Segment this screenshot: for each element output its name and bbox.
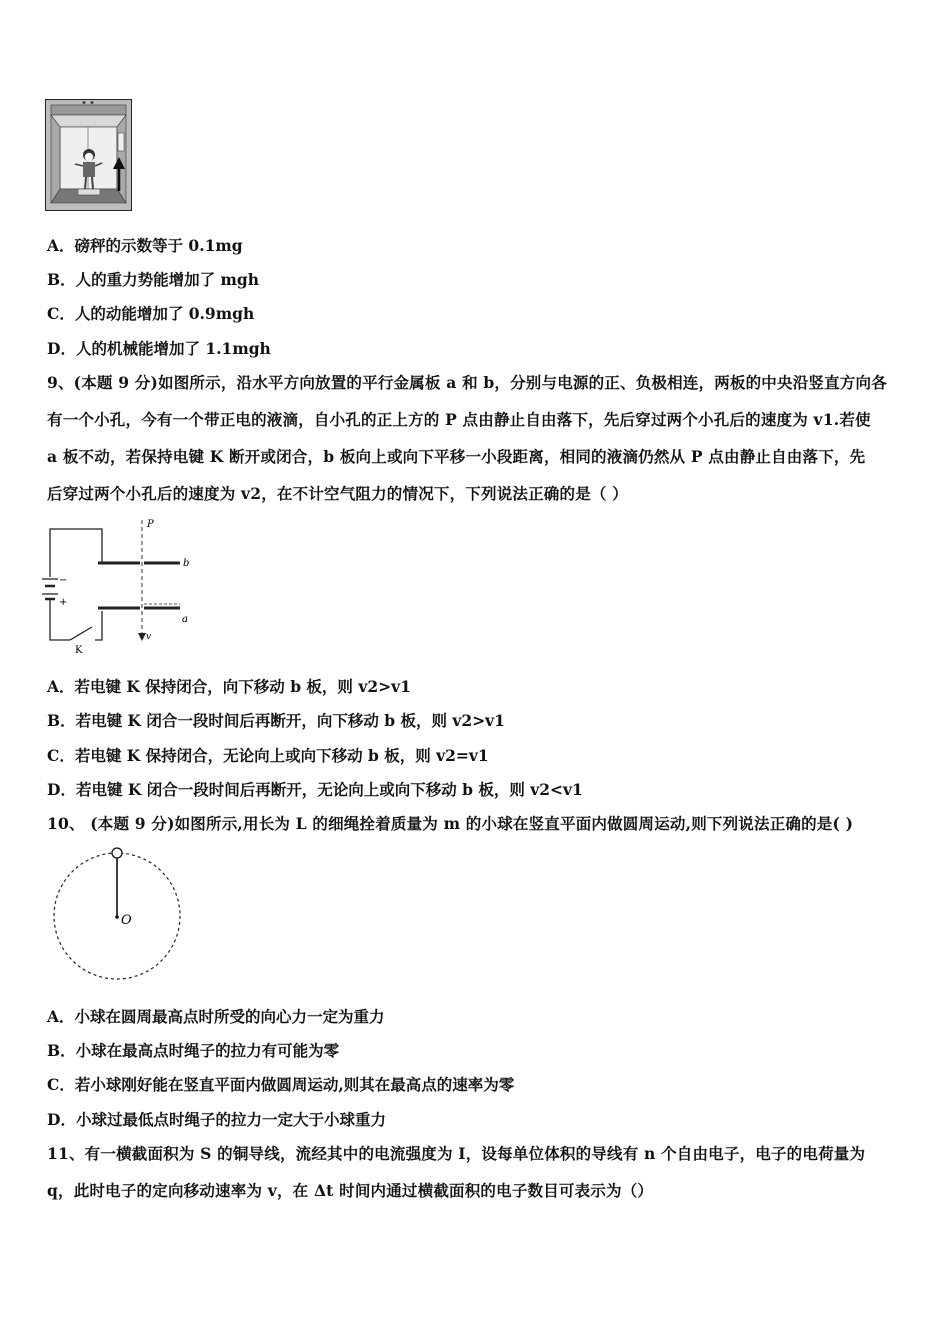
q8-option-c: C．人的动能增加了 0.9mgh: [47, 304, 255, 323]
q10-option-b: B．小球在最高点时绳子的拉力有可能为零: [47, 1041, 340, 1060]
figure-label-b: b: [183, 558, 190, 569]
q9-stem-line-2: 有一个小孔，今有一个带正电的液滴，自小孔的正上方的 P 点由静止自由落下，先后穿过两个小孔后的速度为 v1.若使: [47, 410, 871, 429]
figure-label-v: v: [146, 632, 152, 642]
q9-option-a: A．若电键 K 保持闭合，向下移动 b 板，则 v2>v1: [47, 677, 411, 696]
q10-stem: 10、 (本题 9 分)如图所示,用长为 L 的细绳拴着质量为 m 的小球在竖直平面内做圆周运动,则下列说法正确的是( ): [47, 814, 854, 833]
figure-label-minus: −: [59, 575, 68, 586]
figure-label-plus: +: [59, 597, 68, 608]
q9-stem-line-1: 9、(本题 9 分)如图所示，沿水平方向放置的平行金属板 a 和 b，分别与电源的正、负极相连，两板的中央沿竖直方向各: [47, 373, 887, 392]
figure-label-o: O: [121, 913, 132, 928]
q9-option-c: C．若电键 K 保持闭合，无论向上或向下移动 b 板，则 v2=v1: [47, 746, 489, 765]
capacitor-circuit-figure: [40, 515, 200, 659]
q11-stem-line-2: q，此时电子的定向移动速率为 v，在 Δt 时间内通过横截面积的电子数目可表示为（）: [47, 1181, 654, 1200]
q8-option-b: B．人的重力势能增加了 mgh: [47, 270, 260, 289]
q9-stem-line-4: 后穿过两个小孔后的速度为 v2，在不计空气阻力的情况下，下列说法正确的是（ ）: [47, 484, 628, 503]
q9-stem-line-3: a 板不动，若保持电键 K 断开或闭合，b 板向上或向下平移一小段距离，相同的液滴仍然从 P 点由静止自由落下，先: [47, 447, 866, 466]
circular-motion-figure: [50, 846, 185, 988]
q10-option-c: C．若小球刚好能在竖直平面内做圆周运动,则其在最高点的速率为零: [47, 1075, 515, 1094]
q10-option-a: A．小球在圆周最高点时所受的向心力一定为重力: [47, 1007, 385, 1026]
figure-label-p: P: [147, 519, 154, 530]
elevator-figure: [45, 99, 132, 215]
q11-stem-line-1: 11、有一横截面积为 S 的铜导线，流经其中的电流强度为 I，设每单位体积的导线有 n 个自由电子，电子的电荷量为: [47, 1144, 866, 1163]
figure-label-k: K: [75, 645, 83, 655]
q9-option-b: B．若电键 K 闭合一段时间后再断开，向下移动 b 板，则 v2>v1: [47, 711, 505, 730]
q8-option-a: A．磅秤的示数等于 0.1mg: [47, 236, 243, 255]
q8-option-d: D．人的机械能增加了 1.1mgh: [47, 339, 271, 358]
q10-option-d: D．小球过最低点时绳子的拉力一定大于小球重力: [47, 1110, 386, 1129]
figure-label-a: a: [182, 614, 188, 625]
q9-option-d: D．若电键 K 闭合一段时间后再断开，无论向上或向下移动 b 板，则 v2<v1: [47, 780, 583, 799]
